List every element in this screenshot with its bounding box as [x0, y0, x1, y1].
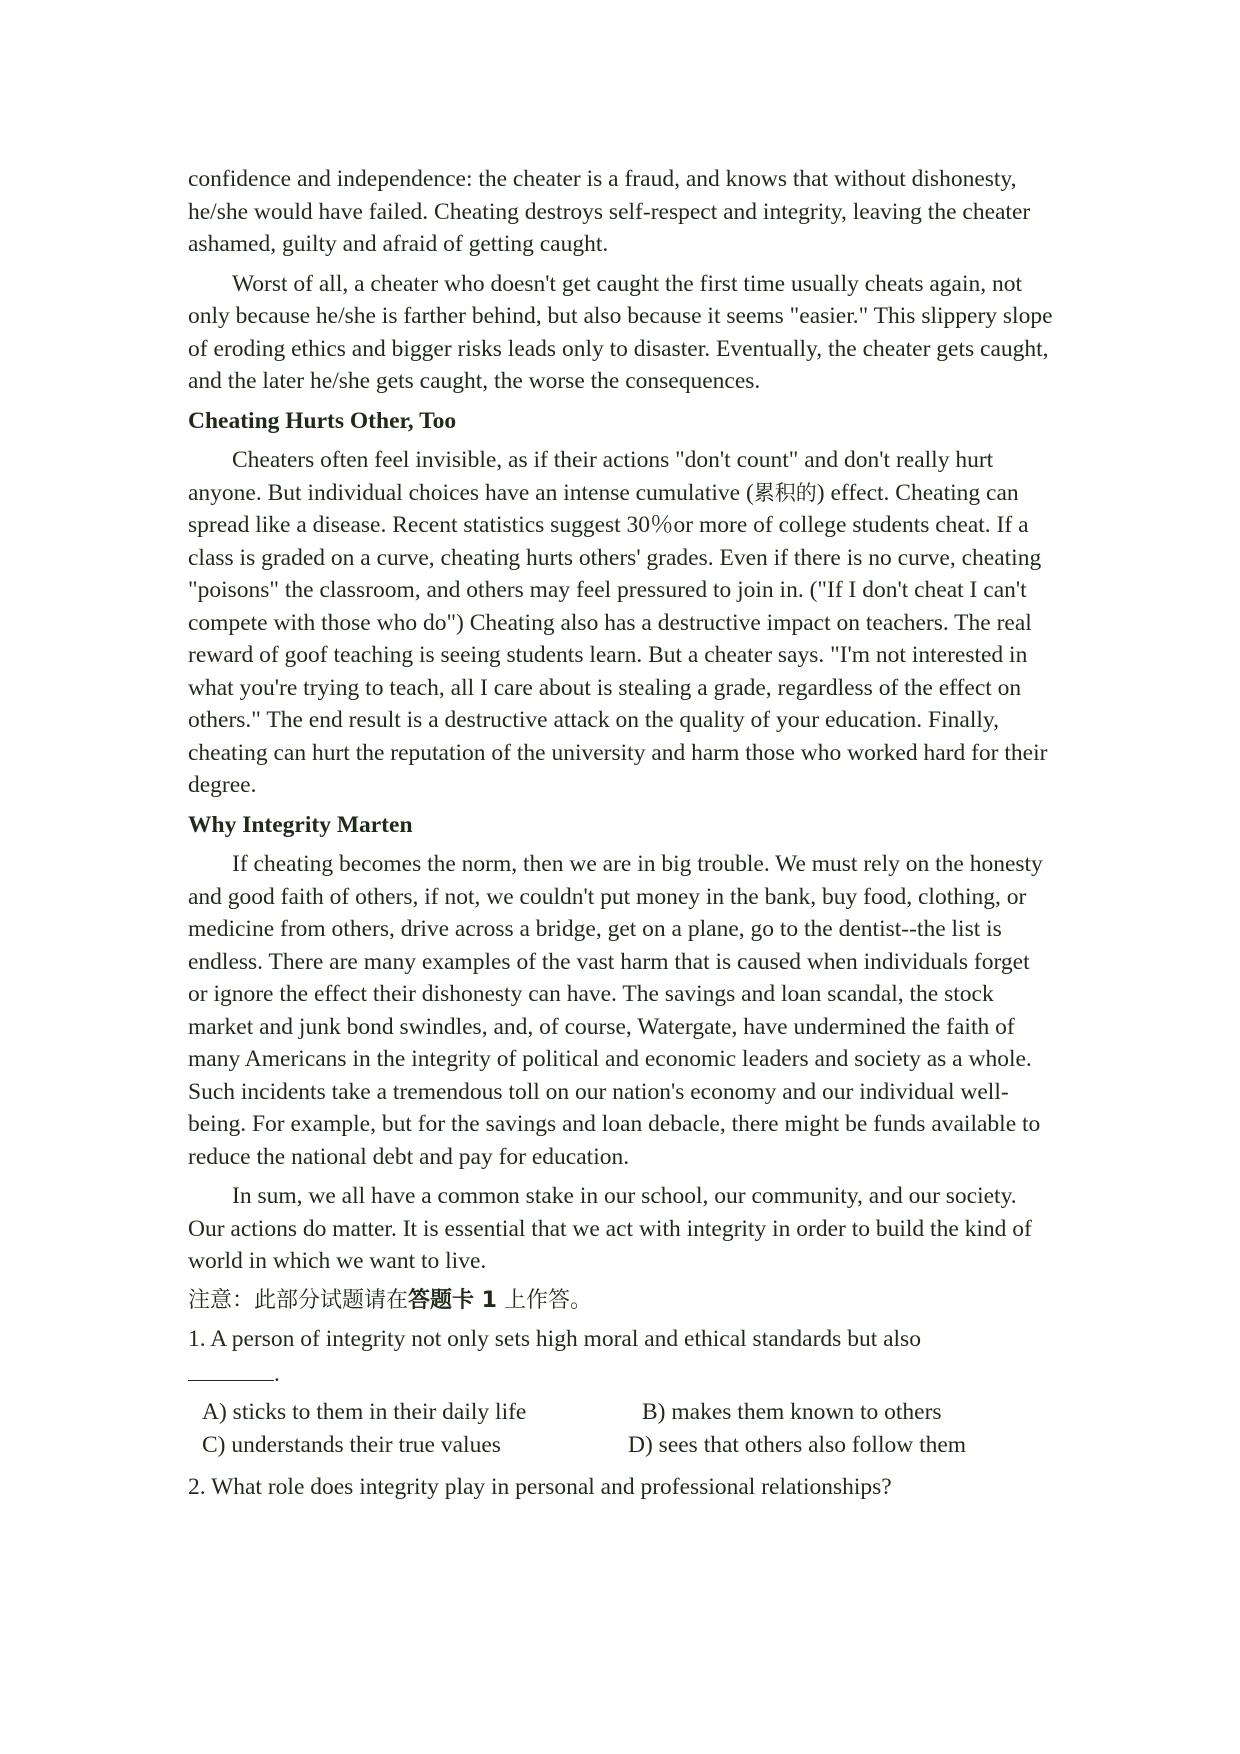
cjk-gloss: 累积的 [753, 480, 817, 505]
paragraph-in-sum: In sum, we all have a common stake in our school, our community, and our society. Our actions do matter. It is essential that we act with integrity in order to build the kind of world in which we want to live. [188, 1183, 1032, 1274]
option-a: A) sticks to them in their daily life [202, 1399, 527, 1425]
paragraph-continued: confidence and independence: the cheater is a fraud, and knows that without dishonesty, he/she would have failed. Cheating destroys self-respect and integrity, leaving the cheater ashamed, guilty and afraid of getting caught. [188, 166, 1031, 257]
text-segment: ) effect. Cheating can spread like a disease. Recent statistics suggest 30％or more of college students cheat. If a class is graded on a curve, cheating hurts others' grades. Even if there is no curve, cheating "poisons" the classroom, and others may feel pressured to join in. ("If I don't cheat I can't compete with those who do") Cheating also has a destructive impact on teachers. The real reward of goof teaching is seeing students learn. But a cheater says. "I'm not interested in what you're trying to teach, all I care about is stealing a grade, regardless of the effect on others." The end result is a destructive attack on the quality of your education. Finally, cheating can hurt the reputation of the university and harm those who worked hard for their degree. [188, 479, 1048, 798]
section-heading-cheating-hurts: Cheating Hurts Other, Too [188, 407, 457, 434]
option-b: B) makes them known to others [642, 1399, 942, 1425]
blank-suffix: . [274, 1360, 280, 1387]
question-1-options [202, 1396, 1054, 1461]
paragraph-worst-of-all: Worst of all, a cheater who doesn't get caught the first time usually cheats again, not only because he/she is farther behind, but also because it seems "easier." This slippery slope of eroding ethics and bigger risks leads only to disaster. Eventually, the cheater gets caught, and the later he/she gets caught, the worse the consequences. [188, 270, 1053, 394]
paragraph-cheaters-invisible [188, 444, 1054, 802]
document-page [188, 163, 1054, 1510]
question-2: 2. What role does integrity play in personal and professional relationships? [188, 1474, 892, 1500]
note-suffix: 上作答。 [496, 1287, 592, 1313]
paragraph-cheating-norm: If cheating becomes the norm, then we are in big trouble. We must rely on the honesty and good faith of others, if not, we couldn't put money in the bank, buy food, clothing, or medicine from others, drive across a bridge, get on a plane, go to the dentist--the list is endless. There are many examples of the vast harm that is caused when individuals forget or ignore the effect their dishonesty can have. The savings and loan scandal, the stock market and junk bond swindles, and, of course, Watergate, have undermined the faith of many Americans in the integrity of political and economic leaders and society as a whole. Such incidents take a tremendous toll on our nation's economy and our individual well-being. For example, but for the savings and loan debacle, there might be funds available to reduce the national debt and pay for education. [188, 851, 1043, 1170]
text-segment: Cheaters often feel invisible, as if their actions "don't count" and don't really hurt anyone. But individual choices have an intense cumulative ( [188, 447, 994, 506]
note-bold: 答题卡 1 [408, 1287, 497, 1313]
answer-sheet-note [188, 1285, 1054, 1318]
note-prefix: 注意：此部分试题请在 [188, 1287, 409, 1313]
question-1-text: 1. A person of integrity not only sets high moral and ethical standards but also [188, 1326, 921, 1352]
option-c: C) understands their true values [202, 1431, 501, 1458]
question-1 [188, 1323, 1054, 1390]
section-heading-why-integrity: Why Integrity Marten [188, 811, 413, 838]
answer-blank [188, 1356, 274, 1381]
option-d: D) sees that others also follow them [628, 1431, 967, 1458]
